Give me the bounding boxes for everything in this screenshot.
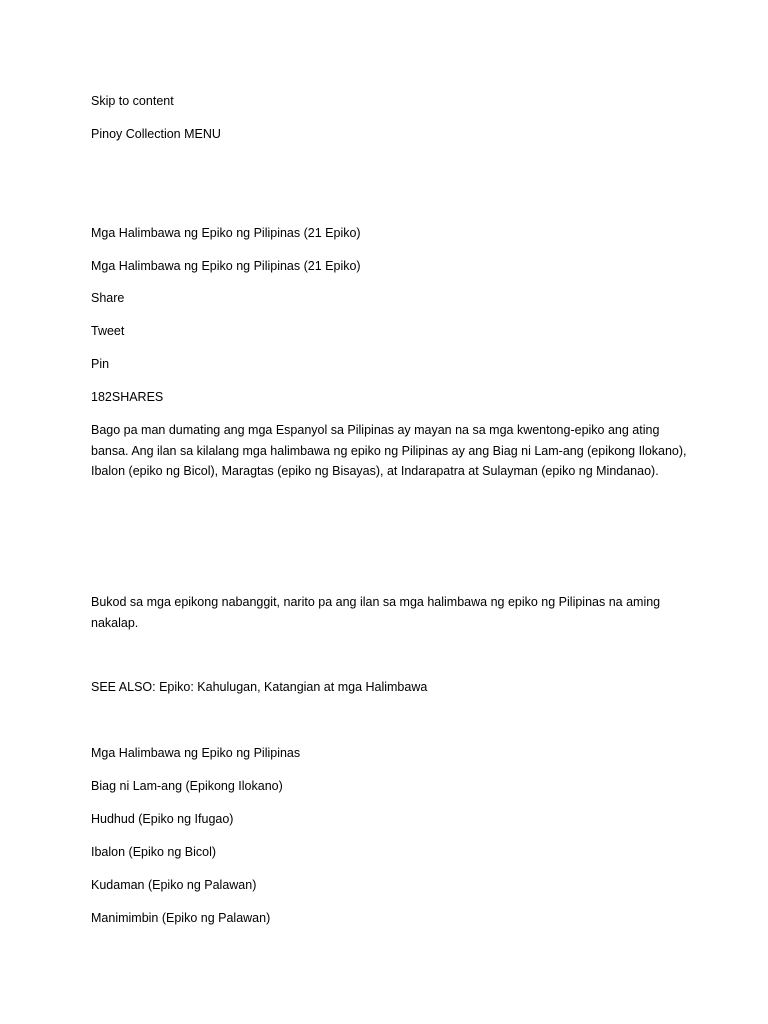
site-menu-label[interactable]: Pinoy Collection MENU bbox=[91, 127, 221, 141]
tweet-link[interactable]: Tweet bbox=[91, 324, 125, 338]
share-link[interactable]: Share bbox=[91, 291, 125, 305]
list-heading: Mga Halimbawa ng Epiko ng Pilipinas bbox=[91, 746, 301, 760]
epic-list-item: Manimimbin (Epiko ng Palawan) bbox=[91, 911, 271, 925]
pin-link[interactable]: Pin bbox=[91, 357, 110, 371]
see-also-link[interactable]: SEE ALSO: Epiko: Kahulugan, Katangian at mga Halimbawa bbox=[91, 680, 428, 694]
followup-paragraph: Bukod sa mga epikong nabanggit, narito pa ang ilan sa mga halimbawa ng epiko ng Pilipinas na aming nakalap. bbox=[91, 595, 661, 630]
skip-to-content-link[interactable]: Skip to content bbox=[91, 94, 174, 108]
article-heading: Mga Halimbawa ng Epiko ng Pilipinas (21 Epiko) bbox=[91, 259, 361, 273]
epic-list-item: Hudhud (Epiko ng Ifugao) bbox=[91, 812, 234, 826]
epic-list-item: Ibalon (Epiko ng Bicol) bbox=[91, 845, 217, 859]
epic-list-item: Kudaman (Epiko ng Palawan) bbox=[91, 878, 257, 892]
epic-list-item: Biag ni Lam-ang (Epikong Ilokano) bbox=[91, 779, 283, 793]
share-count: 182SHARES bbox=[91, 390, 164, 404]
article-title: Mga Halimbawa ng Epiko ng Pilipinas (21 Epiko) bbox=[91, 226, 361, 240]
intro-paragraph: Bago pa man dumating ang mga Espanyol sa Pilipinas ay mayan na sa mga kwentong-epiko ang ating bansa. Ang ilan sa kilalang mga halimbawa ng epiko ng Pilipinas ay ang Biag ni Lam-ang (epikong Ilokano), Ibalon (epiko ng Bicol), Maragtas (epiko ng Bisayas), at Indarapatra at Sulayman (epiko ng Mindanao). bbox=[91, 423, 687, 478]
